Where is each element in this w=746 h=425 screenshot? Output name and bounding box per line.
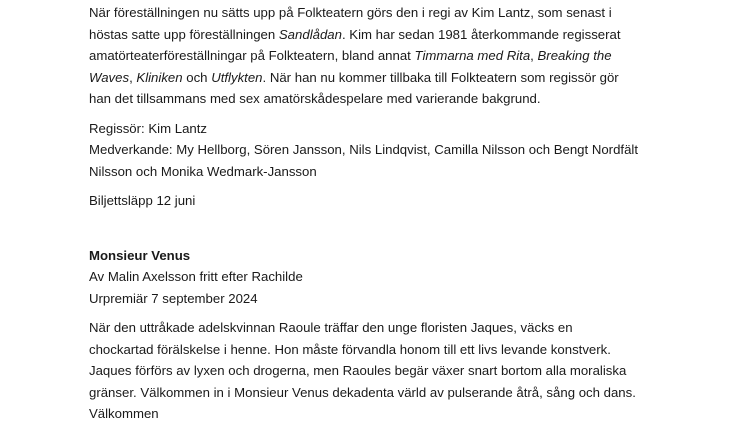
play-premiere: Urpremiär 7 september 2024 [89, 290, 258, 306]
synopsis-line-4: gränser. Välkommen in i Monsieur Venus dekadenta värld av pulserande åtrå, sång och dans. [89, 384, 636, 400]
synopsis-paragraph [89, 317, 689, 425]
credits-paragraph [89, 118, 689, 183]
play-title-waves: Waves [89, 69, 130, 85]
play-title-sandladan: Sandlådan [278, 26, 342, 42]
intro-paragraph [89, 2, 689, 110]
intro-text: och [182, 69, 212, 85]
intro-line-5: han det tillsammans med sex amatörskådespelare med varierande bakgrund. [89, 91, 541, 106]
intro-text: , [530, 48, 538, 63]
play-title: Monsieur Venus [89, 247, 191, 263]
play-byline: Av Malin Axelsson fritt efter Rachilde [89, 269, 303, 284]
intro-line-4 [89, 67, 689, 89]
intro-text: , [129, 69, 137, 85]
cast-credit-line-2: Nilsson och Monika Wedmark-Jansson [89, 163, 317, 179]
play-title-breaking: Breaking the [537, 48, 612, 63]
play-title-timmarna: Timmarna med Rita [414, 48, 531, 63]
intro-text: amatörteaterföreställningar på Folkteatern, bland annat [89, 48, 415, 63]
play-title-utflykten: Utflykten [211, 69, 263, 85]
intro-text: höstas satte upp föreställningen [89, 26, 279, 42]
intro-text: . Kim har sedan 1981 återkommande regisserat [341, 26, 621, 42]
synopsis-line-3: Jaques förförs av lyxen och drogerna, men Raoules begär växer snart bortom alla moraliska [89, 363, 627, 378]
intro-line-1: När föreställningen nu sätts upp på Folkteatern görs den i regi av Kim Lantz, som senast i [89, 5, 612, 20]
ticket-release: Biljettsläpp 12 juni [89, 193, 196, 208]
director-credit: Regissör: Kim Lantz [89, 120, 207, 136]
intro-text: . När han nu kommer tillbaka till Folkteatern som regissör gör [262, 69, 619, 85]
play-title-kliniken: Kliniken [136, 69, 183, 85]
document-page [89, 2, 689, 425]
intro-line-3 [89, 45, 689, 67]
synopsis-line-1: När den uttråkade adelskvinnan Raoule träffar den unge floristen Jaques, väcks en [89, 320, 573, 335]
intro-line-2 [89, 24, 689, 46]
synopsis-line-2: chockartad förälskelse i henne. Hon måste förvandla honom till ett livs levande konstverk. [89, 341, 611, 357]
play-info [89, 245, 689, 310]
cast-credit-line-1: Medverkande: My Hellborg, Sören Jansson, Nils Lindqvist, Camilla Nilsson och Bengt Nordfält [89, 142, 638, 157]
synopsis-line-5: Välkommen [89, 406, 159, 421]
